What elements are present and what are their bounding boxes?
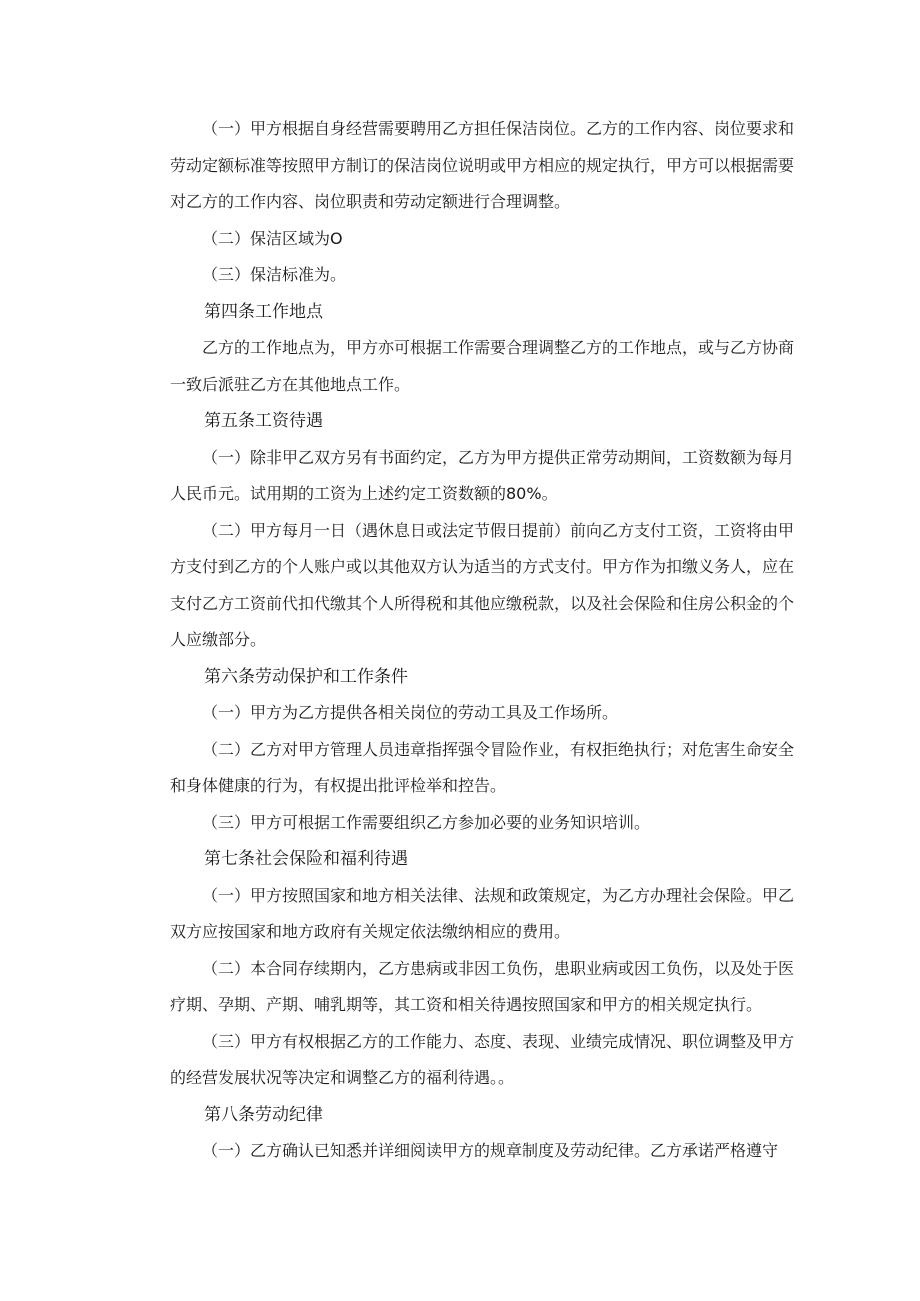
clause-paragraph: （三）甲方可根据工作需要组织乙方参加必要的业务知识培训。 [202, 812, 651, 832]
article-heading: 第五条工资待遇 [204, 411, 323, 431]
clause-paragraph: （一）甲方按照国家和地方相关法律、法规和政策规定，为乙方办理社会保险。甲乙双方应按国家和地方政府有关规定依法缴纳相应的费用。 [170, 885, 795, 941]
clause-paragraph: 乙方的工作地点为，甲方亦可根据工作需要合理调整乙方的工作地点，或与乙方协商一致后派驻乙方在其他地点工作。 [170, 338, 795, 394]
clause-paragraph: （一）甲方根据自身经营需要聘用乙方担任保洁岗位。乙方的工作内容、岗位要求和劳动定额标准等按照甲方制订的保洁岗位说明或甲方相应的规定执行，甲方可以根据需要对乙方的工作内容、岗位职责和劳动定额进行合理调整。 [170, 119, 795, 211]
clause-paragraph: （一）乙方确认已知悉并详细阅读甲方的规章制度及劳动纪律。乙方承诺严格遵守 [202, 1141, 779, 1160]
article-heading: 第七条社会保险和福利待遇 [204, 849, 408, 869]
clause-paragraph: （一）甲方为乙方提供各相关岗位的劳动工具及工作场所。 [202, 703, 619, 722]
clause-paragraph: （一）除非甲乙双方另有书面约定，乙方为甲方提供正常劳动期间，工资数额为每月人民币元。试用期的工资为上述约定工资数额的80%。 [170, 447, 795, 503]
document-body [170, 111, 794, 1170]
article-heading: 第六条劳动保护和工作条件 [204, 666, 408, 687]
clause-paragraph: （二）本合同存续期内，乙方患病或非因工负伤，患职业病或因工负伤，以及处于医疗期、孕期、产期、哺乳期等，其工资和相关待遇按照国家和甲方的相关规定执行。 [170, 958, 795, 1014]
article-heading: 第八条劳动纪律 [204, 1104, 323, 1125]
clause-paragraph: （三）保洁标准为。 [202, 265, 347, 284]
article-heading: 第四条工作地点 [204, 301, 323, 322]
clause-paragraph: （二）乙方对甲方管理人员违章指挥强令冒险作业，有权拒绝执行；对危害生命安全和身体健康的行为，有权提出批评检举和控告。 [170, 739, 795, 795]
clause-paragraph: （二）保洁区域为O [202, 228, 343, 248]
clause-paragraph: （三）甲方有权根据乙方的工作能力、态度、表现、业绩完成情况、职位调整及甲方的经营发展状况等决定和调整乙方的福利待遇。。 [170, 1031, 795, 1087]
clause-paragraph: （二）甲方每月一日（遇休息日或法定节假日提前）前向乙方支付工资，工资将由甲方支付到乙方的个人账户或以其他双方认为适当的方式支付。甲方作为扣缴义务人，应在支付乙方工资前代扣代缴其个人所得税和其他应缴税款，以及社会保险和住房公积金的个人应缴部分。 [170, 520, 795, 649]
